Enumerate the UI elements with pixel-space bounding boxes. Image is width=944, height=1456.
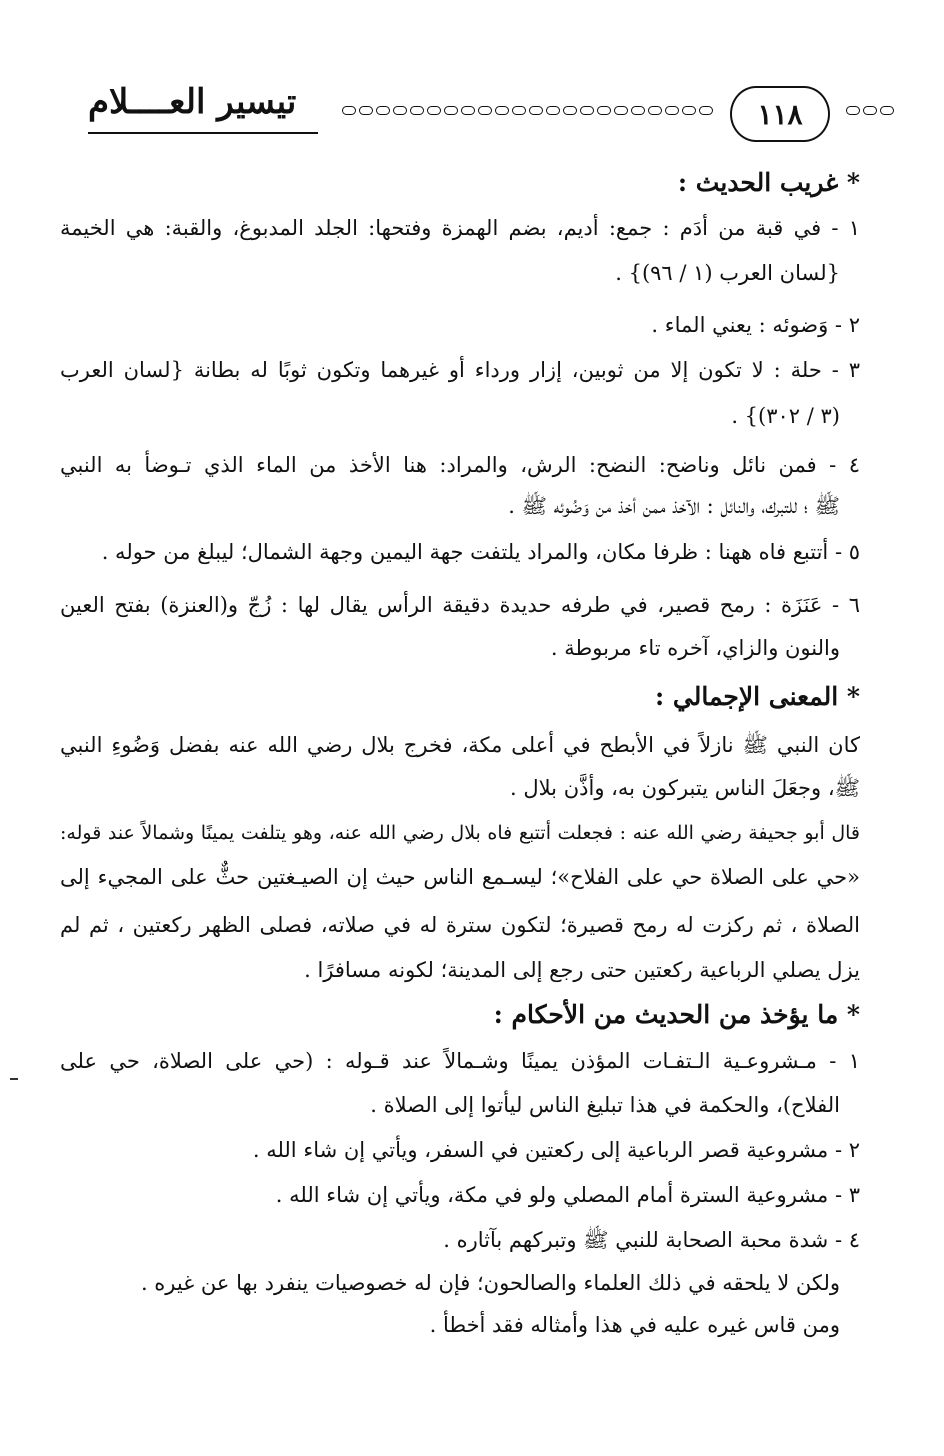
section-heading-gharib: * غريب الحديث : [677, 168, 860, 197]
decorative-chain-ornament-short [846, 106, 906, 120]
ahkam-line-2: الفلاح)، والحكمة في هذا تبليغ الناس ليأتوا إلى الصلاة . [370, 1093, 840, 1117]
gharib-line-8: ٥ - أتتبع فاه ههنا : ظرفا مكان، والمراد يلتفت جهة اليمين وجهة الشمال؛ ليبلغ من حوله . [101, 540, 860, 564]
ahkam-line-1: ١ - مـشروعـية الـتفـات المؤذن يمينًا وشـمالاً عند قـوله : (حي على الصلاة، حي على [60, 1049, 860, 1073]
title-underline [88, 132, 318, 134]
ahkam-line-4: ٣ - مشروعية السترة أمام المصلي ولو في مكة، ويأتي إن شاء الله . [275, 1183, 860, 1207]
ijmali-line-6: يزل يصلي الرباعية ركعتين حتى رجع إلى المدينة؛ لكونه مسافرًا . [304, 958, 860, 982]
gharib-line-3: ٢ - وَضوئه : يعني الماء . [651, 313, 860, 337]
decorative-chain-ornament [342, 106, 722, 120]
page-number-frame [730, 86, 830, 142]
book-title: تيسير العــــلام [88, 82, 297, 122]
ijmali-line-3: قال أبو جحيفة رضي الله عنه : فجعلت أتتبع فاه بلال رضي الله عنه، وهو يتلفت يمينًا وشمالاً عند قوله: [60, 822, 860, 844]
ijmali-line-1: كان النبي ﷺ نازلاً في الأبطح في أعلى مكة، فخرج بلال رضي الله عنه بفضل وَضُوءِ النبي [60, 733, 860, 757]
gharib-line-7: ﷺ ؛ للتبرك، والنائل : الآخذ ممن أخذ من وَضُوئه ﷺ . [508, 494, 840, 518]
page-number: ١١٨ [757, 97, 803, 131]
gharib-line-10: والنون والزاي، آخره تاء مربوطة . [550, 636, 840, 660]
scan-mark [10, 1078, 18, 1080]
ahkam-line-5: ٤ - شدة محبة الصحابة للنبي ﷺ وتبركهم بآثاره . [443, 1228, 860, 1252]
page-header [70, 72, 900, 142]
ijmali-line-5: الصلاة ، ثم ركزت له رمح قصيرة؛ لتكون سترة له في صلاته، فصلى الظهر ركعتين ، ثم لم [60, 913, 860, 937]
gharib-line-1: ١ - في قبة من أدَم : جمع: أديم، بضم الهمزة وفتحها: الجلد المدبوغ، والقبة: هي الخيمة [60, 216, 860, 240]
ahkam-line-3: ٢ - مشروعية قصر الرباعية إلى ركعتين في السفر، ويأتي إن شاء الله . [252, 1138, 860, 1162]
gharib-line-9: ٦ - عَنَزَة : رمح قصير، في طرفه حديدة دقيقة الرأس يقال لها : زُجّ و(العنزة) بفتح العين [60, 593, 860, 617]
section-heading-ijmali: * المعنى الإجمالي : [654, 682, 860, 711]
ijmali-line-2: ﷺ، وجعَلَ الناس يتبركون به، وأذَّن بلال . [510, 776, 860, 800]
ijmali-line-4: «حي على الصلاة حي على الفلاح»؛ ليسـمع الناس حيث إن الصيـغتين حثٌّ على المجيء إلى [60, 865, 860, 889]
gharib-line-4: ٣ - حلة : لا تكون إلا من ثوبين، إزار ورداء أو غيرهما وتكون ثوبًا له بطانة {لسان العرب [60, 358, 860, 382]
gharib-line-2: {لسان العرب (١ / ٩٦)} . [615, 261, 840, 285]
gharib-line-6: ٤ - فمن نائل وناضح: النضح: الرش، والمراد: هنا الأخذ من الماء الذي تـوضأ به النبي [60, 453, 860, 477]
ahkam-line-6: ولكن لا يلحقه في ذلك العلماء والصالحون؛ فإن له خصوصيات ينفرد بها عن غيره . [140, 1271, 840, 1295]
gharib-line-5: (٣ / ٣٠٢)} . [731, 404, 840, 428]
ahkam-line-7: ومن قاس غيره عليه في هذا وأمثاله فقد أخطأ . [429, 1313, 840, 1337]
section-heading-ahkam: * ما يؤخذ من الحديث من الأحكام : [493, 1000, 860, 1029]
